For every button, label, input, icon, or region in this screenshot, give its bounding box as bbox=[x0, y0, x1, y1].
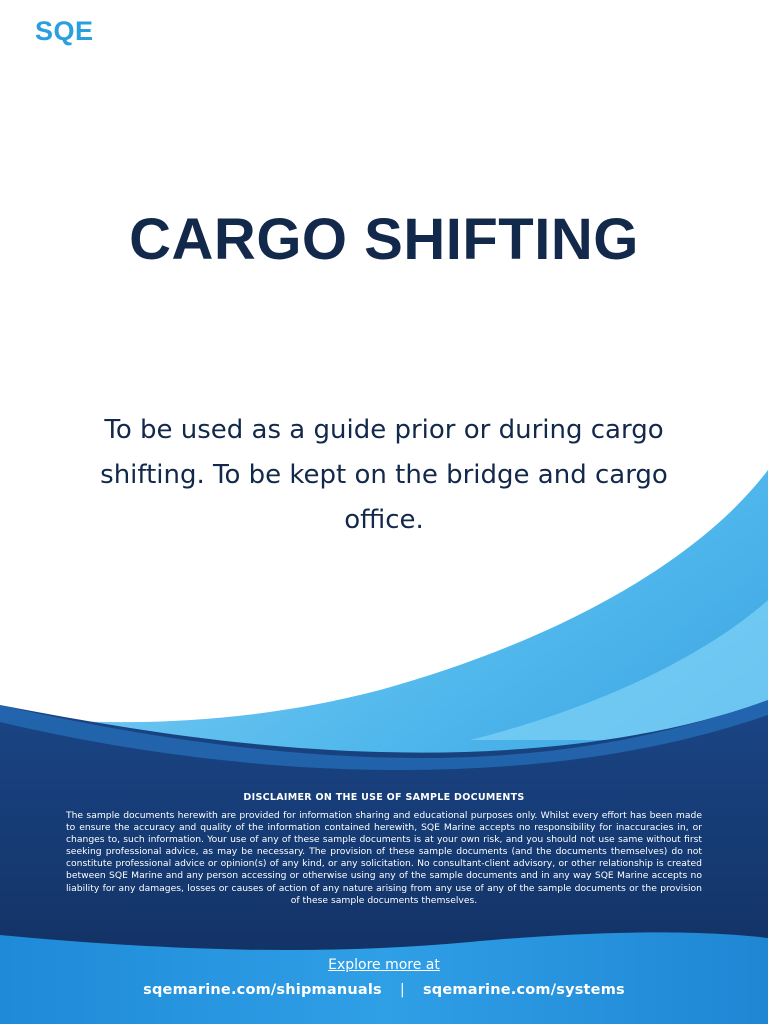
systems-link[interactable]: sqemarine.com/systems bbox=[422, 982, 625, 998]
footer-links bbox=[0, 982, 768, 998]
logo-part-sqe: SQE bbox=[35, 16, 94, 46]
brand-logo bbox=[35, 14, 203, 48]
document-title: CARGO SHIFTING bbox=[129, 207, 639, 272]
logo-part-marine: MARINE bbox=[93, 16, 204, 46]
document-subtitle: To be used as a guide prior or during cargo shifting. To be kept on the bridge and cargo office. bbox=[100, 415, 668, 535]
link-separator: | bbox=[399, 982, 405, 998]
shipmanuals-link[interactable]: sqemarine.com/shipmanuals bbox=[143, 982, 382, 998]
explore-more bbox=[0, 957, 768, 973]
disclaimer-heading: DISCLAIMER ON THE USE OF SAMPLE DOCUMENTS bbox=[243, 792, 525, 803]
disclaimer-body: The sample documents herewith are provided for information sharing and educational purposes only. Whilst every effort has been made to ensure the accuracy and quality of the information contained herewith, SQE Marine accepts no responsibility for inaccuracies in, or changes to, such information. Your use of any of these sample documents is at your own risk, and you should not use same without first seeking professional advice, as may be necessary. The provision of these sample documents (and the documents themselves) do not constitute professional advice or opinion(s) of any kind, or any solicitation. No consultant-client advisory, or other relationship is created between SQE Marine and any person accessing or otherwise using any of the sample documents and in any way SQE Marine accepts no liability for any damages, losses or causes of action of any nature arising from any use of any of the sample documents or the provision of these sample documents themselves. bbox=[66, 810, 702, 906]
explore-more-link[interactable]: Explore more at bbox=[328, 957, 440, 973]
